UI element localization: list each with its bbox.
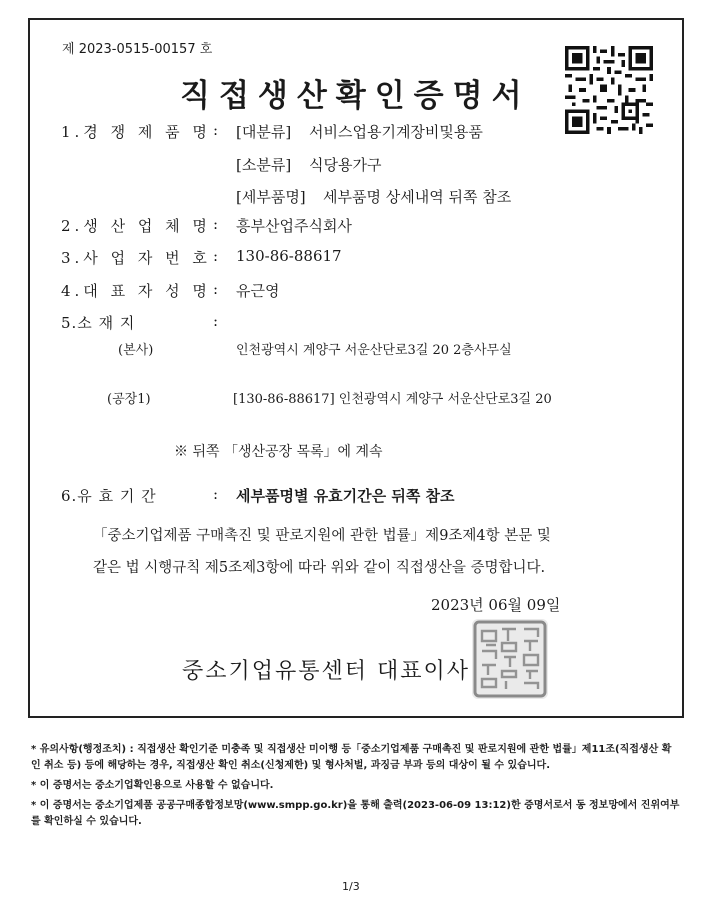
major-category-tag: [대분류] [236,123,292,141]
footnote-item: * 유의사항(행정조치) : 직접생산 확인기준 미충족 및 직접생산 미이행 등「중소기업제품 구매촉진 및 판로지원에 관한 법률」제11조(직접생산 확인 취소 등) 등에 해당하는 경우, 직접생산 확인 취소(신청제한) 및 형사처벌, 과징금 부과 등의 대상이 될 수 있습니다. [31,744,672,771]
footnote-item: * 이 증명서는 중소기업제품 공공구매종합정보망(www.smpp.go.kr)을 통해 출력(2023-06-09 13:12)한 증명서로서 동 정보망에서 진위여부를 확인하실 수 있습니다. [31,800,680,827]
minor-category-tag: [소분류] [236,156,292,174]
field-label: 5.소 재 지 [61,314,136,332]
field-company [0,215,709,239]
field-label: 4.대 표 자 성 명 [61,282,211,300]
issue-date: 2023년 06월 09일 [431,596,561,614]
hq-label: (본사) [118,343,154,358]
statement-line-2: 같은 법 시행규칙 제5조제3항에 따라 위와 같이 직접생산을 증명합니다. [93,560,546,576]
certificate-number: 제 2023-0515-00157 호 [62,42,213,57]
page-title: 직접생산확인증명서 [180,78,531,114]
field-address [0,312,709,336]
field-ceo [0,280,709,304]
major-category: 서비스업용기계장비및용품 [309,123,483,141]
factory-address: [130-86-88617] 인천광역시 계양구 서운산단로3길 20 [233,392,552,407]
minor-category: 식당용가구 [309,156,382,174]
footnote-item: * 이 증명서는 중소기업확인용으로 사용할 수 없습니다. [31,780,274,791]
page-number: 1/3 [342,880,360,893]
field-label: 1.경 쟁 제 품 명 [61,123,211,141]
field-colon: : [213,121,219,139]
company-name: 흥부산업주식회사 [236,217,352,235]
factory-list-note: ※ 뒤쪽 「생산공장 목록」에 계속 [174,444,383,460]
validity-value: 세부품명별 유효기간은 뒤쪽 참조 [236,487,455,505]
field-label: 6.유 효 기 간 [61,487,157,505]
official-seal-icon [470,617,550,701]
detail-category-tag: [세부품명] [236,188,306,206]
detail-category: 세부품명 상세내역 뒤쪽 참조 [323,188,512,206]
field-colon: : [213,485,219,503]
field-business-number [0,247,709,271]
field-label: 2.생 산 업 체 명 [61,217,211,235]
ceo-name: 유근영 [236,282,280,300]
field-colon: : [213,247,219,265]
hq-address: 인천광역시 계양구 서운산단로3길 20 2층사무실 [236,343,512,358]
field-product-minor [0,154,709,178]
field-label: 3.사 업 자 번 호 [61,249,211,267]
field-colon: : [213,280,219,298]
footnotes [31,742,681,834]
field-product [0,121,709,145]
field-product-detail [0,186,709,210]
field-colon: : [213,215,219,233]
business-number: 130-86-88617 [236,247,342,265]
factory-label: (공장1) [107,392,151,407]
statement-line-1: 「중소기업제품 구매촉진 및 판로지원에 관한 법률」제9조제4항 본문 및 [93,528,551,544]
field-validity [0,485,709,509]
field-colon: : [213,312,219,330]
issuer-name: 중소기업유통센터 대표이사 [182,659,471,684]
